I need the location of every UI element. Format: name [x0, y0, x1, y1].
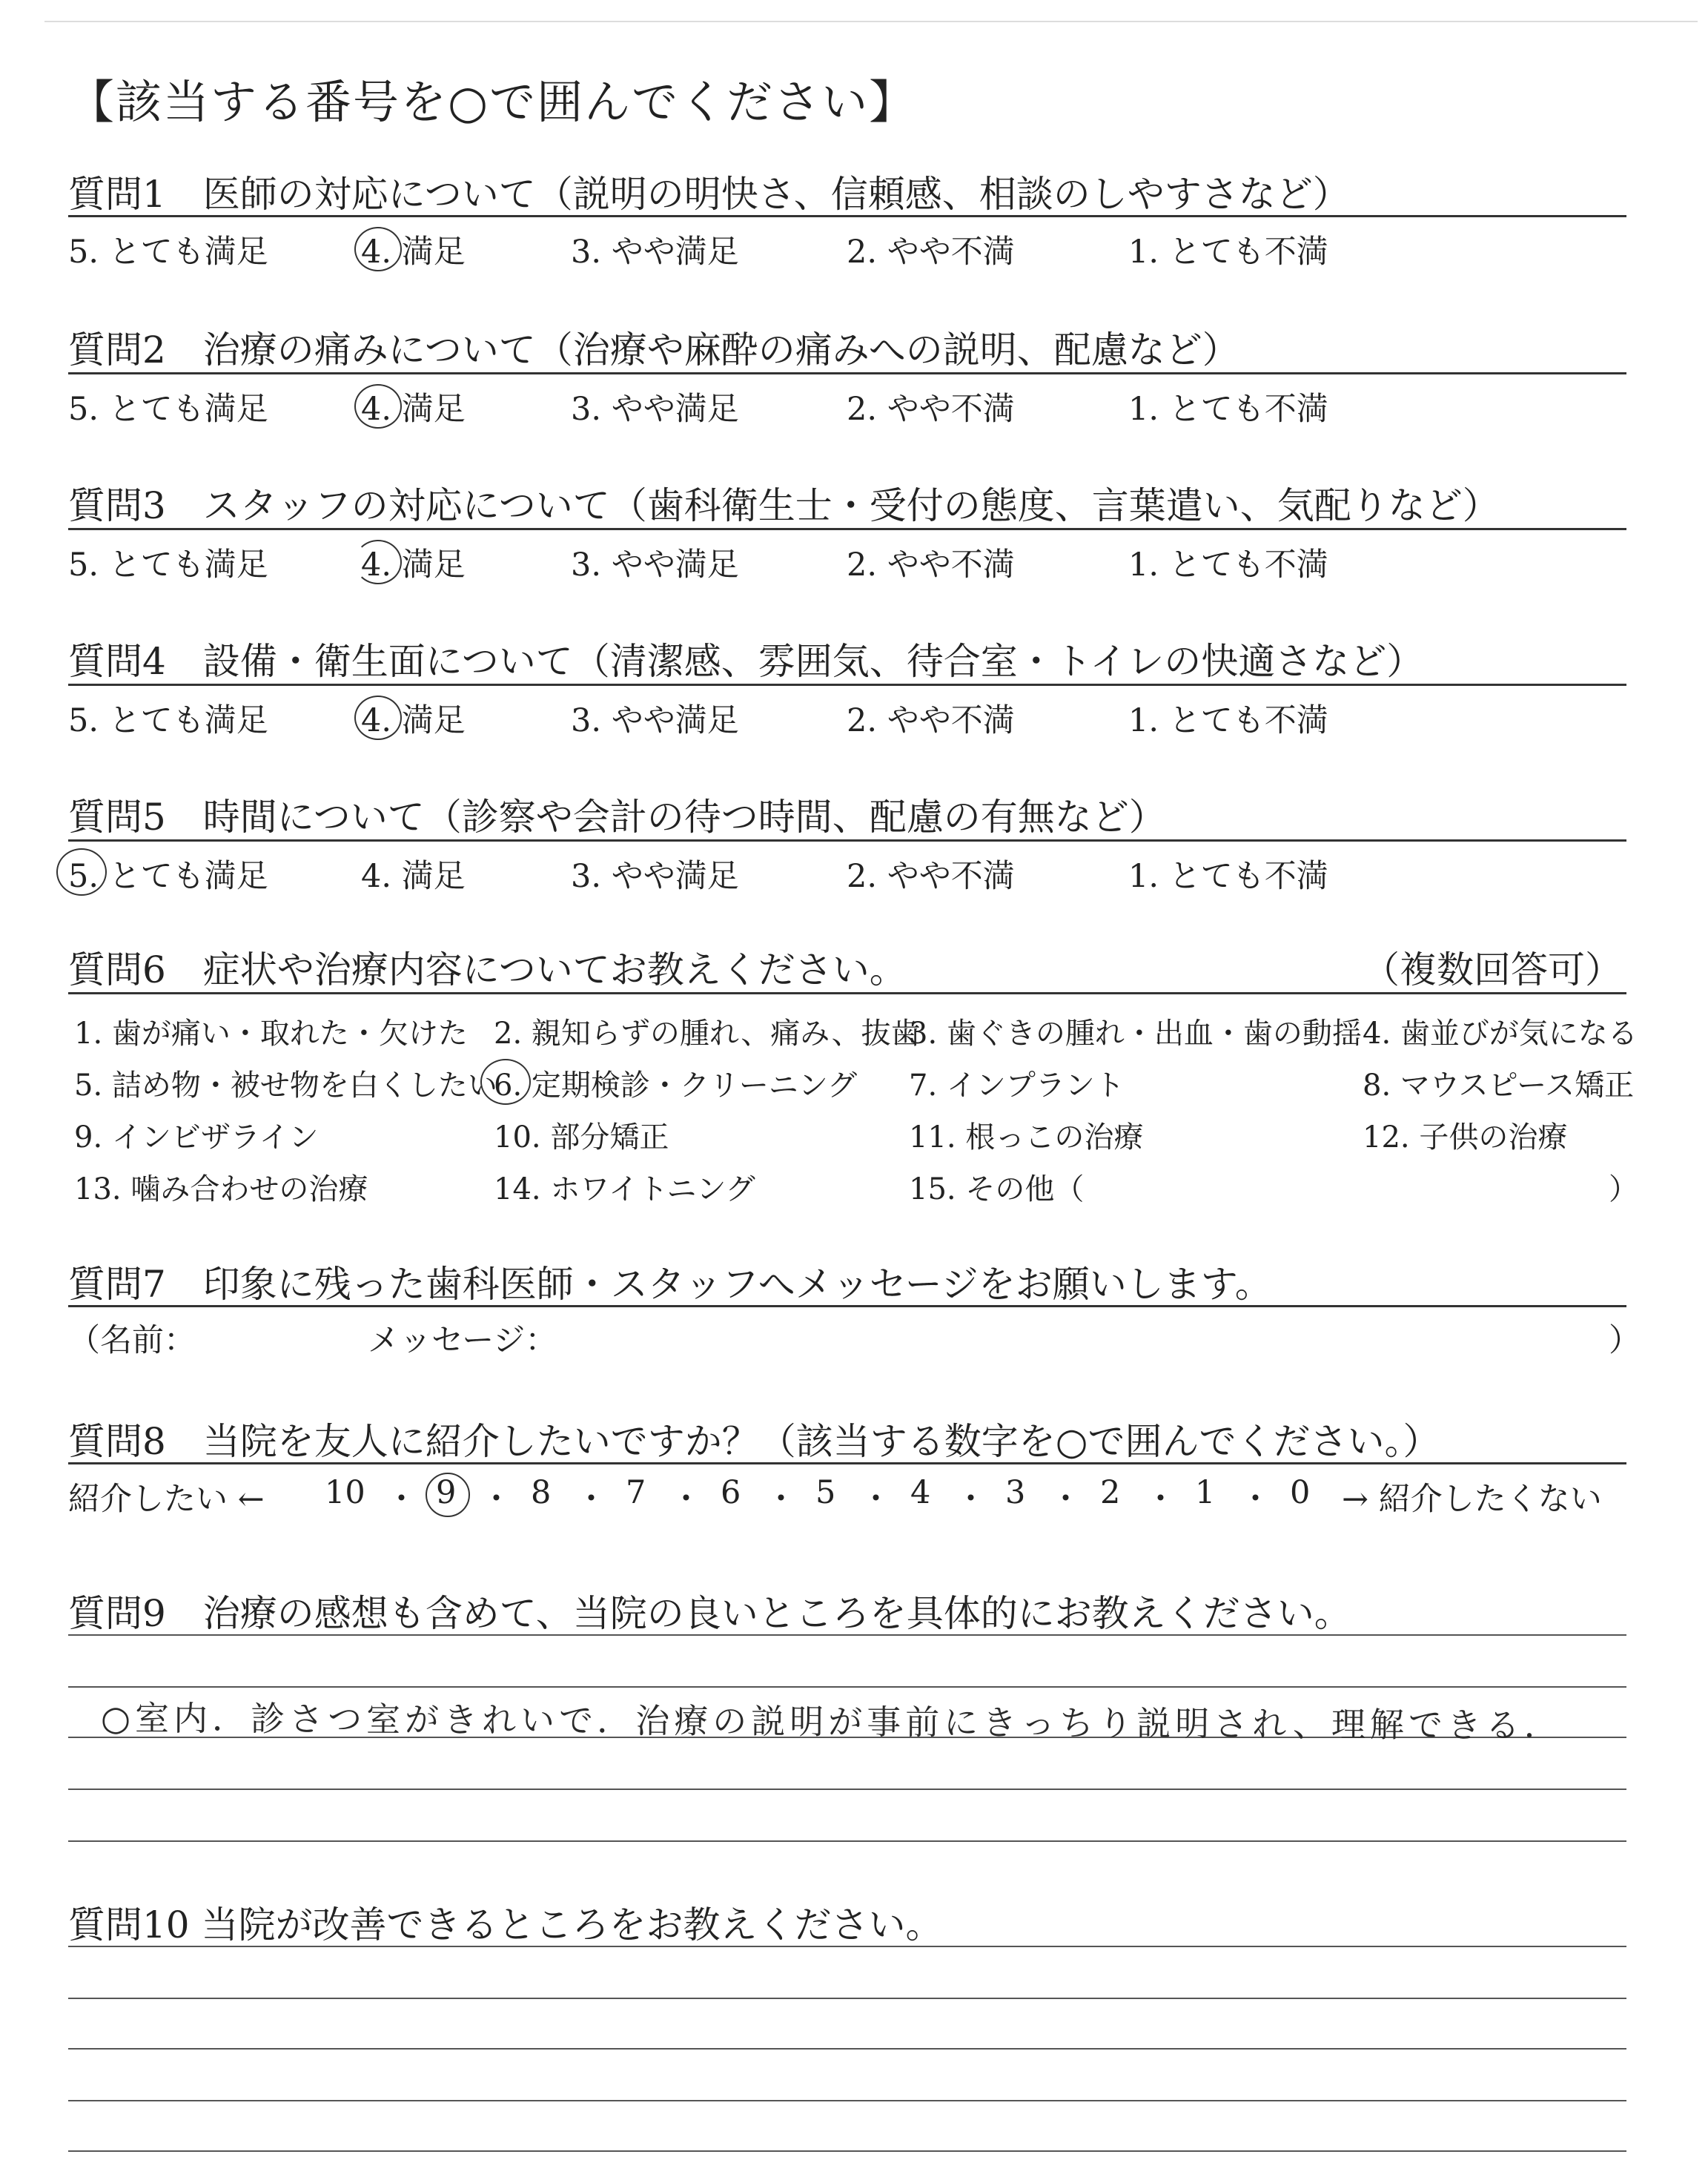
question-4-title: 質問4 設備・衛生面について（清潔感、雰囲気、待合室・トイレの快適さなど） — [68, 640, 1424, 683]
q6-option-13[interactable]: 13. 噛み合わせの治療 — [74, 1172, 368, 1206]
q6-option-12[interactable]: 12. 子供の治療 — [1363, 1120, 1568, 1155]
question-7-title: 質問7 印象に残った歯科医師・スタッフへメッセージをお願いします。 — [68, 1263, 1272, 1306]
q6-option-8[interactable]: 8. マウスピース矯正 — [1363, 1069, 1635, 1103]
question-2-rule — [68, 372, 1626, 374]
q6-option-14[interactable]: 14. ホワイトニング — [494, 1172, 755, 1206]
q9-answer-line-4 — [68, 1789, 1626, 1790]
q3-option-5[interactable]: 5. とても満足 — [68, 546, 268, 584]
q9-answer-line-2 — [68, 1686, 1626, 1688]
q10-answer-line-1 — [68, 1946, 1626, 1947]
q8-number-7[interactable]: 7 — [626, 1474, 646, 1511]
q4-option-5[interactable]: 5. とても満足 — [68, 702, 268, 739]
q7-name-label: （名前： — [68, 1322, 196, 1359]
q8-number-0[interactable]: 0 — [1290, 1474, 1311, 1511]
q4-option-1[interactable]: 1. とても不満 — [1128, 702, 1328, 739]
q8-separator: ・ — [765, 1481, 797, 1518]
q6-option-4[interactable]: 4. 歯並びが気になる — [1363, 1017, 1638, 1051]
q2-selection-circle — [354, 384, 402, 429]
q6-selection-circle — [480, 1059, 531, 1105]
q7-message-label: メッセージ： — [368, 1322, 557, 1359]
question-5-rule — [68, 839, 1626, 842]
q8-number-3[interactable]: 3 — [1005, 1474, 1026, 1511]
q1-option-5[interactable]: 5. とても満足 — [68, 234, 268, 271]
q8-number-8[interactable]: 8 — [531, 1474, 552, 1511]
q8-number-6[interactable]: 6 — [721, 1474, 741, 1511]
q8-separator: ・ — [670, 1481, 702, 1518]
q3-option-3[interactable]: 3. やや満足 — [571, 546, 739, 584]
q3-selection-circle — [354, 540, 402, 584]
question-1-rule — [68, 215, 1626, 217]
q8-separator: ・ — [860, 1481, 892, 1518]
q5-selection-circle — [56, 848, 107, 896]
q1-option-3[interactable]: 3. やや満足 — [571, 234, 739, 271]
q8-number-9[interactable]: 9 — [436, 1474, 457, 1511]
q3-option-2[interactable]: 2. やや不満 — [847, 546, 1015, 584]
q9-answer-line-1 — [68, 1634, 1626, 1636]
question-3-rule — [68, 528, 1626, 530]
q5-option-4[interactable]: 4. 満足 — [361, 858, 466, 895]
q8-number-5[interactable]: 5 — [815, 1474, 836, 1511]
q8-left-label: 紹介したい ← — [68, 1481, 265, 1518]
q5-option-3[interactable]: 3. やや満足 — [571, 858, 739, 895]
q3-option-4[interactable]: 4. 満足 — [361, 546, 466, 584]
q7-close-paren: ） — [1609, 1322, 1641, 1359]
q8-separator: ・ — [955, 1481, 987, 1518]
q6-option-10[interactable]: 10. 部分矯正 — [494, 1120, 669, 1155]
q9-answer-line-5 — [68, 1840, 1626, 1842]
question-9-title: 質問9 治療の感想も含めて、当院の良いところを具体的にお教えください。 — [68, 1592, 1351, 1635]
question-2-title: 質問2 治療の痛みについて（治療や麻酔の痛みへの説明、配慮など） — [68, 328, 1239, 371]
q8-separator: ・ — [385, 1481, 417, 1518]
q10-answer-line-5 — [68, 2150, 1626, 2152]
question-4-rule — [68, 684, 1626, 686]
question-6-rule — [68, 992, 1626, 994]
q10-answer-line-2 — [68, 1998, 1626, 1999]
question-8-rule — [68, 1462, 1626, 1464]
q3-option-1[interactable]: 1. とても不満 — [1128, 546, 1328, 584]
q8-separator: ・ — [1050, 1481, 1082, 1518]
q6-option-9[interactable]: 9. インビザライン — [74, 1120, 319, 1155]
q8-separator: ・ — [1239, 1481, 1271, 1518]
q1-selection-circle — [354, 227, 402, 271]
q2-option-5[interactable]: 5. とても満足 — [68, 391, 268, 428]
q8-separator: ・ — [480, 1481, 512, 1518]
question-3-title: 質問3 スタッフの対応について（歯科衛生士・受付の態度、言葉遣い、気配りなど） — [68, 484, 1500, 527]
question-6-note: （複数回答可） — [1363, 948, 1622, 991]
q4-option-4[interactable]: 4. 満足 — [361, 702, 466, 739]
q8-number-10[interactable]: 10 — [325, 1474, 365, 1511]
q6-option-3[interactable]: 3. 歯ぐきの腫れ・出血・歯の動揺 — [909, 1017, 1362, 1051]
q8-number-2[interactable]: 2 — [1100, 1474, 1121, 1511]
q4-option-3[interactable]: 3. やや満足 — [571, 702, 739, 739]
q5-option-2[interactable]: 2. やや不満 — [847, 858, 1015, 895]
q8-number-4[interactable]: 4 — [910, 1474, 931, 1511]
q1-option-2[interactable]: 2. やや不満 — [847, 234, 1015, 271]
q8-number-1[interactable]: 1 — [1195, 1474, 1216, 1511]
instruction-header: 【該当する番号を○で囲んでください】 — [68, 75, 917, 129]
scan-edge-line — [44, 21, 1698, 22]
q5-option-5[interactable]: 5. とても満足 — [68, 858, 268, 895]
question-5-title: 質問5 時間について（診察や会計の待つ時間、配慮の有無など） — [68, 796, 1166, 839]
question-7-rule — [68, 1305, 1626, 1307]
q2-option-3[interactable]: 3. やや満足 — [571, 391, 739, 428]
q4-selection-circle — [354, 696, 402, 740]
q6-option-1[interactable]: 1. 歯が痛い・取れた・欠けた — [74, 1017, 468, 1051]
q2-option-1[interactable]: 1. とても不満 — [1128, 391, 1328, 428]
q9-handwritten-answer: ○室内．診さつ室がきれいで．治療の説明が事前にきっちり説明され、理解できる． — [100, 1697, 1563, 1746]
q6-option-2[interactable]: 2. 親知らずの腫れ、痛み、抜歯 — [494, 1017, 921, 1051]
q1-option-1[interactable]: 1. とても不満 — [1128, 234, 1328, 271]
q6-option-15-close: ） — [1609, 1172, 1638, 1206]
q6-option-6[interactable]: 6. 定期検診・クリーニング — [494, 1069, 858, 1103]
q10-answer-line-4 — [68, 2100, 1626, 2101]
q8-separator: ・ — [575, 1481, 607, 1518]
q8-right-label: → 紹介したくない — [1342, 1481, 1602, 1518]
question-1-title: 質問1 医師の対応について（説明の明快さ、信頼感、相談のしやすさなど） — [68, 173, 1350, 216]
q4-option-2[interactable]: 2. やや不満 — [847, 702, 1015, 739]
q8-separator: ・ — [1145, 1481, 1176, 1518]
q6-option-5[interactable]: 5. 詰め物・被せ物を白くしたい — [74, 1069, 497, 1103]
q2-option-4[interactable]: 4. 満足 — [361, 391, 466, 428]
question-10-title: 質問10 当院が改善できるところをお教えください。 — [68, 1903, 943, 1946]
q1-option-4[interactable]: 4. 満足 — [361, 234, 466, 271]
q6-option-11[interactable]: 11. 根っこの治療 — [909, 1120, 1144, 1155]
question-6-title: 質問6 症状や治療内容についてお教えください。 — [68, 948, 907, 991]
q10-answer-line-3 — [68, 2048, 1626, 2050]
q2-option-2[interactable]: 2. やや不満 — [847, 391, 1015, 428]
q6-option-7[interactable]: 7. インプラント — [909, 1069, 1125, 1103]
q5-option-1[interactable]: 1. とても不満 — [1128, 858, 1328, 895]
q8-selection-circle — [426, 1473, 470, 1517]
question-8-title: 質問8 当院を友人に紹介したいですか？（該当する数字を○で囲んでください。） — [68, 1420, 1440, 1463]
q6-option-15[interactable]: 15. その他（ — [909, 1172, 1085, 1206]
